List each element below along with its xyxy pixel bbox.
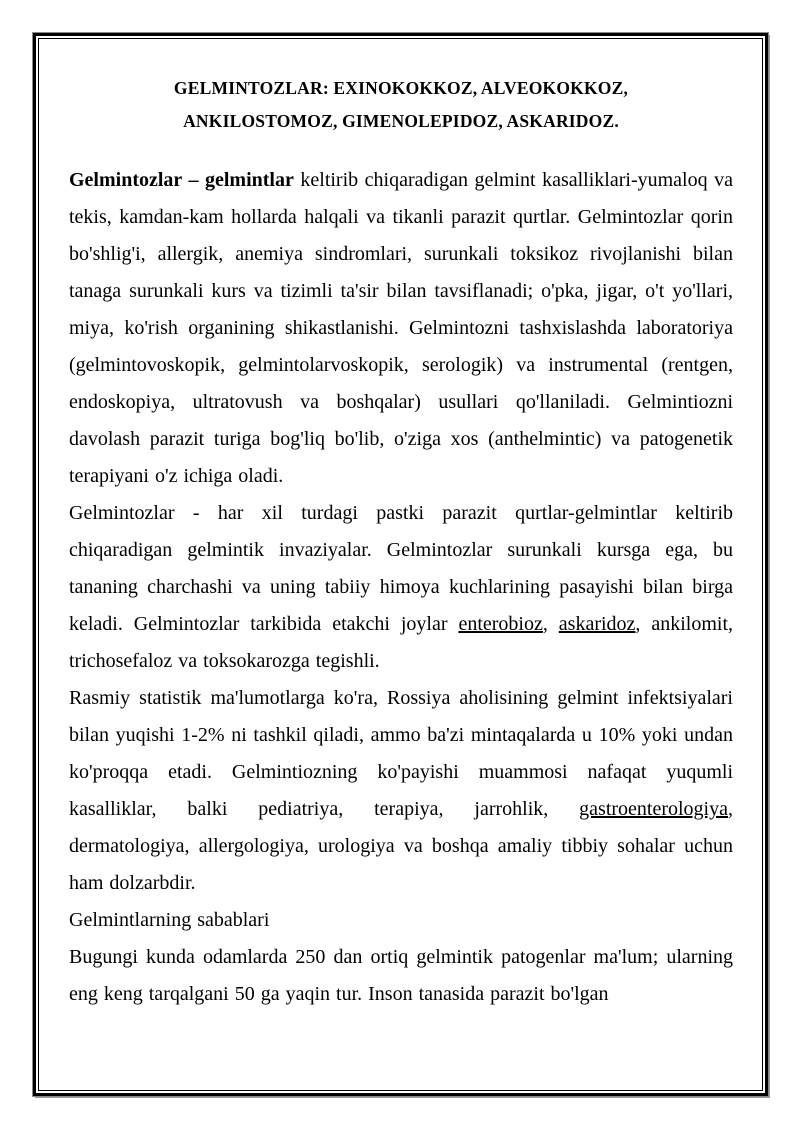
text-run: Gelmintlarning sabablari bbox=[69, 909, 270, 931]
page-border-frame bbox=[33, 33, 768, 1096]
text-run: Bugungi kunda odamlarda 250 dan ortiq gelmintik patogenlar ma'lum; ularning eng keng tarqalgani 50 ga yaqin tur. Inson tanasida parazit bo'lgan bbox=[69, 946, 733, 1005]
text-run: keltirib chiqaradigan gelmint kasalliklari-yumaloq va tekis, kamdan-kam hollarda halqali va tikanli parazit qurtlar. Gelmintozlar qorin bo'shlig'i, allergik, anemiya sindromlari, surunkali toksikoz rivojlanishi bilan tanaga surunkali kurs va tizimli ta'sir bilan tavsiflanadi; o'pka, jigar, o't yo'llari, miya, ko'rish organining shikastlanishi. Gelmintozni tashxislashda laboratoriya (gelmintovoskopik, gelmintolarvoskopik, serologik) va instrumental (rentgen, endoskopiya, ultratovush va boshqalar) usullari qo'llaniladi. Gelmintiozni davolash parazit turiga bog'liq bo'lib, o'ziga xos (anthelmintic) va patogenetik terapiyani o'z ichiga oladi. bbox=[69, 169, 733, 487]
text-run: Rasmiy statistik ma'lumotlarga ko'ra, Rossiya aholisining gelmint infektsiyalari bilan yuqishi 1-2% ni tashkil qiladi, ammo ba'zi mintaqalarda u 10% yoki undan ko'proqqa etadi. Gelmintiozning ko'payishi muammosi nafaqat yuqumli kasalliklar, balki pediatriya, terapiya, jarrohlik, bbox=[69, 687, 733, 820]
title-line: ANKILOSTOMOZ, GIMENOLEPIDOZ, ASKARIDOZ. bbox=[183, 111, 619, 131]
title-line: GELMINTOZLAR: EXINOKOKKOZ, ALVEOKOKKOZ, bbox=[173, 78, 629, 98]
bold-text-run: Gelmintozlar – gelmintlar bbox=[69, 169, 294, 191]
underlined-term-link[interactable]: askaridoz bbox=[558, 613, 636, 635]
paragraph bbox=[69, 680, 733, 902]
paragraph bbox=[69, 902, 733, 939]
paragraph bbox=[69, 495, 733, 680]
underlined-term-link[interactable]: gastroenterologiya bbox=[579, 798, 728, 820]
document-body bbox=[69, 162, 733, 1013]
paragraph bbox=[69, 939, 733, 1013]
document-title bbox=[69, 72, 733, 138]
text-run: , dermatologiya, allergologiya, urologiya va boshqa amaliy tibbiy sohalar uchun ham dolzarbdir. bbox=[69, 798, 733, 894]
paragraph bbox=[69, 162, 733, 495]
text-run: , ankilomit, trichosefaloz va toksokarozga tegishli. bbox=[69, 613, 733, 672]
underlined-term-link[interactable]: enterobioz bbox=[458, 613, 543, 635]
page-content-area bbox=[38, 38, 763, 1091]
text-run: Gelmintozlar - har xil turdagi pastki parazit qurtlar-gelmintlar keltirib chiqaradigan gelmintik invaziyalar. Gelmintozlar surunkali kursga ega, bu tananing charchashi va uning tabiiy himoya kuchlarining pasayishi bilan birga keladi. Gelmintozlar tarkibida etakchi joylar bbox=[69, 502, 733, 635]
text-run: , bbox=[542, 613, 559, 635]
